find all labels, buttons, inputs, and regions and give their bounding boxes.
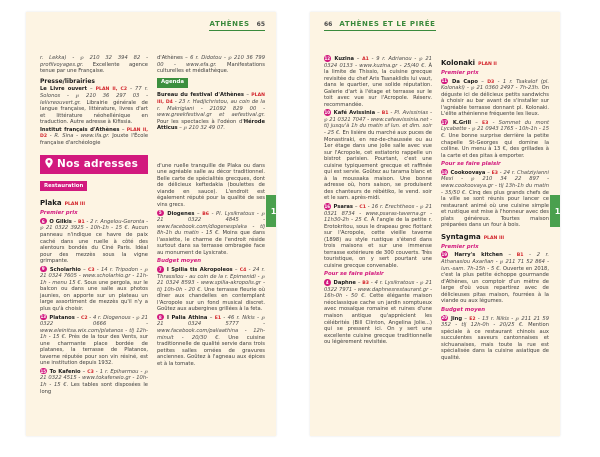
map-reference: B1 <box>381 111 389 117</box>
map-reference: E3 <box>482 120 489 126</box>
page-header-rule <box>324 20 436 31</box>
entry-name: I Spilia tis Akropoleos <box>164 266 233 273</box>
map-reference: PLAN III, D4 <box>157 92 265 105</box>
entry-name: Cookoovaya <box>448 169 486 176</box>
location-pin-icon <box>45 158 53 171</box>
page-number: 66 <box>324 21 333 28</box>
entry-description: – <box>71 218 79 225</box>
map-reference: C1 <box>359 204 366 210</box>
page-title: ATHÈNES <box>209 20 250 28</box>
section-badge: Restauration <box>40 181 87 191</box>
columns <box>40 55 265 396</box>
paragraph <box>157 55 265 75</box>
entry-description: Mention spéciale à ce restaurant chinois aux succulentes saveurs cantonnaises et sichuanaises, mais toute la rue est spécialisée dans la cuisine asiatique de qualité. <box>441 322 550 361</box>
listing-entry <box>441 169 549 229</box>
entry-description: - <box>475 315 483 322</box>
map-reference: D3 <box>487 79 495 85</box>
entry-description: À la limite de Thissio, la cuisine grecque revisitée du chef Aris Tsanaklidis lui vaut, dans le quartier, une solide réputation. Galerie d'art à l'étage et terrasse sur le toit avec vue sur l'Acropole. Réserv. recommandée. <box>324 62 432 108</box>
entry-description: – <box>243 91 252 98</box>
entry-description: - <box>127 86 136 93</box>
entry-address: 77 r. Solonos - ℘ 210 36 297 03 - lelivreouvert.gr. <box>40 86 148 106</box>
entry-number-badge: 9 <box>41 266 45 272</box>
entry-number-badge: 15 <box>40 368 47 374</box>
entry-number-badge: 8 <box>158 314 162 320</box>
entry-name: Daphne <box>331 280 356 286</box>
listing-entry <box>40 218 148 265</box>
district-heading <box>441 59 549 68</box>
entry-description: Sous une pergola, sur le balcon ou dans une salle aux photos jaunies, on apporte sur un plateau un large assortiment de mezzès qu'il n'y a plus qu'à choisir. <box>40 279 148 313</box>
entry-address: 16 r. Erechtheos - ℘ 21 0321 8734 - www.psaras-taverna.gr - 11h30-2h - 25 €. <box>324 203 433 224</box>
listing-entry <box>157 266 265 313</box>
map-reference: PLAN II, D2 <box>40 127 148 140</box>
entry-address: 4 r. Lysikratous - ℘ 21 0322 7971 - www.daphnesrestaurant.gr - 16h-0h - 50 €. <box>324 280 433 300</box>
district-name: Kolonaki <box>441 59 476 67</box>
entry-description: – <box>477 78 488 85</box>
column-spacer <box>157 133 265 163</box>
page-header-rule <box>209 20 265 31</box>
price-category-label: Pour se faire plaisir <box>324 271 384 278</box>
entry-address: 14 r. Tripodon - ℘ 21 0324 7605 - www.scholarhio.gr - 11h-1h - menu 15 €. <box>40 266 148 286</box>
entry-address: 6 r. Didotou - ℘ 210 36 799 00 - www.efa.gr. <box>157 55 265 68</box>
map-reference: C2 <box>80 315 88 321</box>
entry-address: 13 r. Nikis - ℘ 211 21 59 352 - tlj 12h-0h - 20/25 €. <box>441 315 549 329</box>
entry-description: - <box>388 110 395 117</box>
listing-entry <box>40 266 148 313</box>
entry-name: To Kafenio <box>47 368 81 375</box>
map-reference: C3 <box>87 369 94 375</box>
entry-description: À l'angle de la petite r. Erotokritou, sous le drapeau grec flottant sur l'Acropole, cette vieille taverne (1898) au style rustique s'étend dans trois maisons et sur une immense terrasse extérieure de 300 couverts. Très touristique, on y sert pourtant une cuisine grecque convenable. <box>324 217 432 269</box>
price-category-label: Premier prix <box>441 243 479 250</box>
listing-entry <box>324 109 432 202</box>
entry-description: - <box>523 252 537 259</box>
entry-number-badge: 17 <box>441 119 448 125</box>
subsection-heading: Presse/librairies <box>40 77 95 85</box>
entry-address: 24 r. Thrassilou - au coin de la r. Epimenidi - ℘ 21 0324 8593 - www.spilia-akropolis.gr - tlj 10h-0h - 20 €. <box>157 266 265 293</box>
entry-number-badge: 13 <box>40 314 47 320</box>
entry-description: On déguste ici de délicieux petits sandwichs à choisir au bar avant de s'installer sur l'agréable terrasse donnant pl. Kolonaki. L'élite athénienne fréquente les lieux. <box>441 85 549 118</box>
entry-description: Aucun panneau n'indique ce havre de paix caché dans une ruelle à côté des alentours bondés du Ciné Paris. Idéal pour des mezzès sous la vigne grimpante. <box>40 225 148 265</box>
map-reference: B6 <box>202 211 209 217</box>
entry-address: 4 r. Diogenous - ℘ 21 0322 0666 - www.eleinitsa.wix.com/platanos - tlj 12h-1h - 15 €. <box>40 314 148 341</box>
badge-row <box>40 179 148 195</box>
entry-name: Diogenes <box>164 210 195 217</box>
entry-description: – <box>471 119 483 126</box>
nos-adresses-banner <box>40 155 148 174</box>
entry-description: d'une ruelle tranquille de Plaka ou dans une agréable salle au décor traditionnel. Belle carte de spécialités grecques, dont de délicieux keftedakia (boulettes de viande en sauce). L'endroit est également réputé pour la qualité de ses vins grecs. <box>157 162 265 208</box>
district-name: Plaka <box>40 199 62 208</box>
entry-name: Psaras <box>331 203 353 210</box>
entry-description: Une bonne surprise derrière la petite chapelle St-Georges qui domine la colline. Un menu à 13 €, des grillades à la carte et des pitas à emporter. <box>441 132 549 159</box>
entry-name: Jing <box>448 315 463 322</box>
entry-description: – <box>462 315 470 322</box>
column-2 <box>157 55 265 396</box>
map-reference: B1 <box>78 219 85 225</box>
entry-description: d'Athènes – <box>157 55 191 61</box>
paragraph <box>157 163 265 209</box>
entry-description: - <box>47 133 55 140</box>
entry-description: - <box>172 98 179 105</box>
entry-description: – <box>177 125 184 132</box>
entry-name: Da Capo <box>448 78 478 85</box>
entry-description: – <box>232 266 240 273</box>
listing-entry <box>324 203 432 269</box>
listing-entry <box>441 78 549 118</box>
entry-description: - <box>94 266 101 273</box>
listing-entry <box>157 314 265 367</box>
map-reference: PLAN II, C2 <box>95 87 128 93</box>
entry-name: Scholarhio <box>47 266 81 273</box>
paragraph <box>40 55 148 75</box>
map-reference: B3 <box>362 281 369 286</box>
column-2 <box>441 55 549 362</box>
chapter-tab: 1 <box>550 195 560 227</box>
entry-description: Une terrasse fleurie où dîner aux chandelles en contemplant l'Acropole sur un fond musical discret. Goûtez aux aubergines grillées à la feta. <box>157 286 265 313</box>
listing-entry <box>441 119 549 159</box>
map-reference: C4 <box>239 267 247 273</box>
listing-entry <box>40 314 148 367</box>
entry-description: - <box>87 314 93 321</box>
entry-address: R. Sina - www.ifa.gr. <box>54 133 110 140</box>
entry-description: – <box>80 368 88 375</box>
section-badge: Agenda <box>157 78 188 88</box>
entry-name: Le Livre ouvert <box>40 86 87 93</box>
page-left-content <box>26 12 276 436</box>
map-reference: E1 <box>214 315 222 321</box>
entry-address: 9 r. Adrianou - ℘ 21 0324 0133 - www.kuzina.gr - 25/40 €. <box>324 55 432 69</box>
column-1 <box>40 55 148 396</box>
entry-description: – <box>354 55 363 62</box>
map-reference: B1 <box>516 253 524 259</box>
entry-description: Cette élégante maison néoclassique cache un jardin somptueux avec mosaïque romaine et ruines d'une maison antique qu'apprécient les célébrités (Bill Clinton, Angelina Jolie...) qui se pressent ici. On y sert une excellente cuisine grecque traditionnelle ou légèrement revisitée. <box>324 293 433 346</box>
entry-number-badge: 10 <box>324 110 331 116</box>
entry-address: 46 r. Nikis - ℘ 21 0324 5777 - www.facebook.com/paliaathina - 12h-minuit - 20/30 €. <box>157 314 265 341</box>
entry-name: O Gilkis <box>47 218 72 225</box>
entry-number-badge: 20 <box>441 315 448 321</box>
district-heading <box>40 199 148 208</box>
entry-address: 1 r. Epiharmou - ℘ 21 0322 4515 - www.tokafeneio.gr - 10h-1h - 15 €. <box>40 368 148 388</box>
entry-address: 2 r. Athanasiou Axarlian - ℘ 211 71 52 864 - lun.-sam. 7h-15h - 5 €. <box>441 252 549 272</box>
paragraph <box>157 92 265 132</box>
entry-description: – <box>207 314 215 321</box>
entry-description: Près de la tour des Vents, sur une charmante place bordée de platanes, la terrasse de Platanos, taverne réputée pour son vin résiné, est une institution depuis 1932. <box>40 334 148 367</box>
entry-description: Librairie générale de langue française, littérature, livres d'art et littérature néohellénique en traduction. Autre adresse à Kifissia. <box>40 99 148 126</box>
entry-description: – <box>86 86 96 93</box>
page-right <box>310 12 560 436</box>
column-1 <box>324 55 432 362</box>
entry-description: – <box>375 110 382 117</box>
entry-description: - <box>488 119 499 126</box>
entry-name: K.Grill <box>448 119 472 126</box>
entry-number-badge: 4 <box>325 279 329 285</box>
entry-description: - <box>497 169 504 176</box>
entry-description: - <box>494 78 503 85</box>
entry-description: Jouxte l'École française d'archéologie <box>40 133 149 147</box>
page-header <box>324 20 549 31</box>
listing-entry <box>157 210 265 257</box>
page-left <box>26 12 276 436</box>
plan-reference: PLAN III <box>483 235 505 241</box>
plan-reference: PLAN II <box>478 62 497 67</box>
paragraph <box>40 127 148 147</box>
entry-description: - <box>208 210 217 217</box>
entry-description: Une cuisine traditionnelle de qualité servie dans trois petites salles ornées de gravures anciennes. Goûtez à l'agneau aux épices et à la tomate. <box>157 334 266 367</box>
entry-name: Kafé Avissinia <box>331 110 376 117</box>
entry-name: Harry's kitchen <box>448 252 503 259</box>
entry-number-badge: 16 <box>324 203 331 209</box>
listing-entry <box>324 279 432 345</box>
entry-description: – <box>80 266 88 273</box>
paragraph <box>40 86 148 126</box>
entry-description: - <box>246 266 253 273</box>
entry-address: 24 r. Chatziyianni Mexi - ℘ 210 34 22 897 - www.cookoovaya.gr - tlj 13h-1h du matin - 35/50 €. <box>441 169 549 196</box>
badge-row <box>157 76 265 92</box>
page-title: ATHÈNES ET LE PIRÉE <box>339 20 436 28</box>
entry-name: Kuzina <box>331 55 355 62</box>
chapter-tab: 1 <box>266 195 276 227</box>
entry-description: Ouverte en 2018, c'est la plus petite échoppe gourmande d'Athènes, un comptoir d'un mètre de large d'où vous repartirez avec de délicieuses pitas maison, fourrées à la viande ou aux légumes. <box>441 265 549 305</box>
entry-description: Excellente agence tenue par une Française. <box>40 61 148 75</box>
entry-number-badge: 5 <box>158 210 162 216</box>
entry-name: Bureau du festival d'Athènes <box>157 91 244 98</box>
entry-address: 2 r. Angelou-Geronta - ℘ 21 0322 3925 - 10h-1h - 15 €. <box>40 218 149 232</box>
entry-description: – <box>355 280 363 286</box>
entry-description: – <box>74 314 81 321</box>
entry-number-badge: 19 <box>441 252 448 258</box>
price-category-label: Budget moyen <box>441 306 486 313</box>
entry-description: – <box>352 203 360 210</box>
entry-name: Hérode Atticus <box>157 118 265 132</box>
page-header <box>40 20 265 31</box>
entry-address: 1 r. Tsakalof (pl. Kolonaki) - ℘ 21 0360 2497 - 7h-23h. <box>441 78 549 92</box>
entry-description: – <box>502 252 517 259</box>
entry-name: Platanos <box>47 314 75 321</box>
listing-entry <box>40 368 148 395</box>
entry-name: I Palia Athina <box>164 314 208 321</box>
entry-description: - <box>84 218 91 225</box>
map-reference: E2 <box>469 316 476 322</box>
entry-address: 23 r. Hadjichristou, au coin de la r. Makrigiani - 21092 829 00 - www.greekfestival.gr et aefestival.gr. <box>157 98 265 119</box>
map-reference: C3 <box>88 267 95 273</box>
entry-description: Manifestations culturelles et médiathèque. <box>157 61 266 75</box>
entry-number-badge: 12 <box>324 55 331 61</box>
entry-address: ℘ 210 32 49 07. <box>183 125 226 132</box>
entry-description: – <box>119 126 127 133</box>
entry-description: - <box>93 368 100 375</box>
entry-description: Pour les spectacles à l'odéon d' <box>157 118 244 125</box>
listing-entry <box>441 315 549 362</box>
entry-address: r. Lekka) - ℘ 210 32 394 82 - profilvoyages.gr. <box>40 55 148 68</box>
price-category-label: Premier prix <box>40 210 78 217</box>
entry-description: Les tables sont disposées le long <box>40 382 148 395</box>
entry-description: - <box>221 314 228 321</box>
entry-name: Institut français d'Athènes <box>40 126 120 133</box>
page-number: 65 <box>256 21 265 28</box>
entry-address: Pl. Avissinias - ℘ 21 0321 7047 - www.cafeavissinia.net - tlj jusqu'à 1h du matin sf lun. et dim. soir - 25 €. <box>324 110 432 136</box>
map-reference: E3 <box>491 170 498 176</box>
map-reference: A1 <box>362 56 369 62</box>
entry-address: Pl. Lysikratous - ℘ 21 0322 4845 - www.facebook.com/diogenesplaka - tlj 8h-1h du matin - 15 €. <box>157 210 265 237</box>
entry-address: Sommet du mont Lycabette - ℘ 21 0943 1765 - 10h-1h - 15 €. <box>441 119 550 139</box>
banner-label: Nos adresses <box>57 157 139 170</box>
district-name: Syntagma <box>441 232 481 241</box>
district-heading <box>441 233 549 242</box>
listing-entry <box>441 251 549 304</box>
page-right-content <box>310 12 560 436</box>
entry-description: Cinq des plus grands chefs de la ville se sont réunis pour lancer ce restaurant animé où une cuisine simple et rustique est mise à l'honneur avec des plats généreux. Tourtes maison préparées dans un four à bois. <box>441 189 549 229</box>
entry-description: – <box>194 210 203 217</box>
entry-number-badge: 7 <box>158 266 162 272</box>
plan-reference: PLAN III <box>64 202 86 208</box>
entry-description: En lisière du marché aux puces de Monastiraki, en rez-de-chaussée ou au 1er étage dans une jolie salle avec vue sur l'Acropole, cet estiatorio rappelle un bistrot parisien. Pourtant, c'est une cuisine typiquement grecque et raffinée qui est servie. Goûtez au tarama blanc et à la moussaka maison. Une bonne adresse où, hors saison, se produisent des chanteurs de rébétiko, le vend. soir et le sam. après-midi. <box>324 129 432 202</box>
entry-description: Moins que dans l'assiette, le charme de l'endroit réside surtout dans sa terrasse ombragée face au monument de Lysicrate. <box>157 230 266 256</box>
price-category-label: Pour se faire plaisir <box>441 161 501 168</box>
price-category-label: Premier prix <box>441 69 479 76</box>
price-category-label: Budget moyen <box>157 258 202 265</box>
columns <box>324 55 549 362</box>
entry-description: – <box>485 169 492 176</box>
entry-description: - <box>368 280 375 286</box>
listing-entry <box>324 55 432 108</box>
entry-description: - <box>368 55 377 62</box>
entry-number-badge: 11 <box>441 78 448 84</box>
entry-number-badge: 18 <box>441 169 448 175</box>
entry-number-badge: 6 <box>41 218 45 224</box>
entry-description: - <box>365 203 372 210</box>
